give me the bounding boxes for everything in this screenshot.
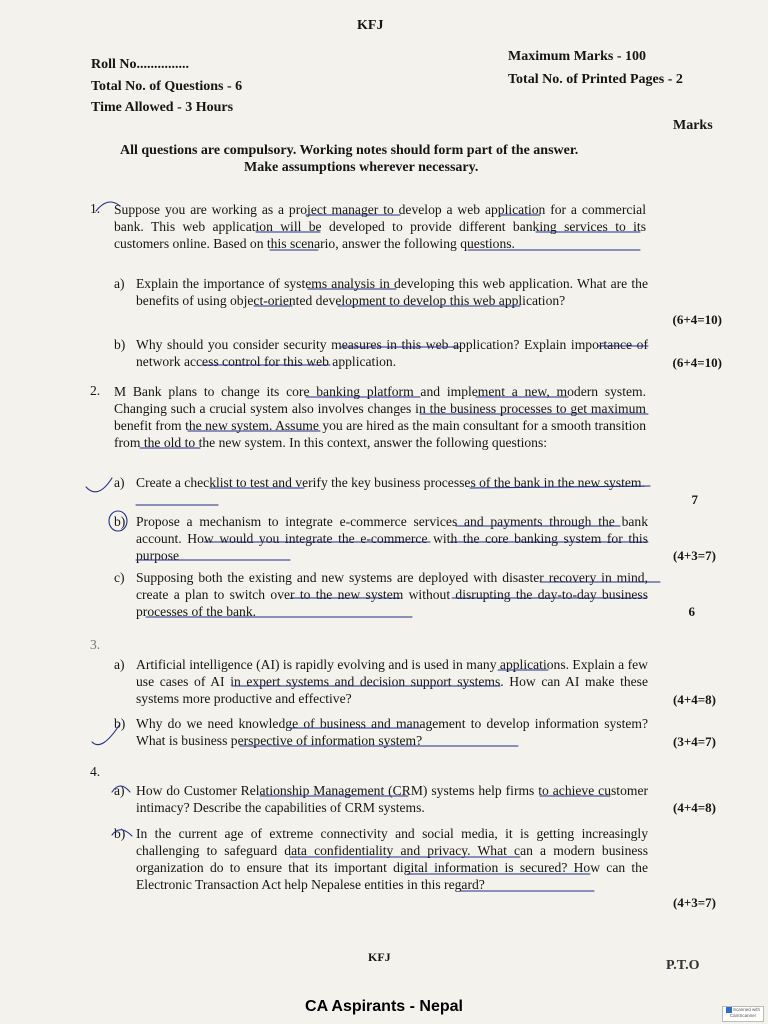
part-marks: (6+4=10) [672, 355, 722, 370]
question-stem: M Bank plans to change its core banking platform and implement a new, modern system. Changing such a crucial system also involves changes in the business processes to get maximum benefit from the new system. Assume you are hired as the main consultant for a smooth transition from the old to the new system. In this context, answer the following questions: [114, 384, 646, 450]
part-marks: 6 [688, 604, 695, 619]
part-label: b) [114, 514, 126, 529]
part-label: b) [114, 337, 126, 352]
marks-column-label: Marks [673, 118, 713, 133]
part-marks: (4+3=7) [673, 895, 716, 910]
part-text: Artificial intelligence (AI) is rapidly evolving and is used in many applications. Explain a few use cases of AI in expert systems and decision support systems. How can AI make these systems more productive and effective? [136, 657, 648, 706]
part-label: b) [114, 716, 126, 731]
pen-tick-mark [86, 478, 112, 492]
part-label: a) [114, 276, 125, 291]
part-text: Propose a mechanism to integrate e-commerce services and payments through the bank account. How would you integrate the e-commerce with the core banking system for this purpose [136, 514, 648, 563]
part-text: How do Customer Relationship Management (CRM) systems help firms to achieve customer intimacy? Describe the capabilities of CRM systems. [136, 783, 648, 815]
printed-pages: Total No. of Printed Pages - 2 [508, 72, 683, 87]
camscanner-logo-icon [726, 1007, 732, 1013]
part-label: c) [114, 570, 125, 585]
question-stem: Suppose you are working as a project manager to develop a web application for a commercial bank. This web application will be developed to provide different banking services to its customers online. Based on this scenario, answer the following questions. [114, 202, 646, 251]
part-marks: 7 [691, 492, 698, 507]
part-label: b) [114, 826, 126, 841]
part-marks: (6+4=10) [672, 312, 722, 327]
scanner-badge [722, 1006, 764, 1022]
paper-code-top: KFJ [357, 18, 384, 33]
instructions-line-2: Make assumptions wherever necessary. [244, 160, 479, 175]
question-number: 2. [90, 383, 101, 398]
part-label: a) [114, 475, 125, 490]
part-marks: (4+3=7) [673, 548, 716, 563]
part-text: Why do we need knowledge of business and management to develop information system? What is business perspective of information system? [136, 716, 648, 748]
part-text: Explain the importance of systems analysis in developing this web application. What are the benefits of using object-oriented development to develop this web application? [136, 276, 648, 308]
part-marks: (4+4=8) [673, 800, 716, 815]
total-questions: Total No. of Questions - 6 [91, 79, 243, 94]
roll-number: Roll No............... [91, 57, 189, 72]
part-text: Why should you consider security measures in this web application? Explain importance of network access control for this web application. [136, 337, 648, 369]
time-allowed: Time Allowed - 3 Hours [91, 100, 234, 115]
part-marks: (4+4=8) [673, 692, 716, 707]
part-label: a) [114, 783, 125, 798]
question-number: 1. [90, 201, 101, 216]
part-label: a) [114, 657, 125, 672]
paper-code-bottom: KFJ [368, 950, 391, 964]
page-turn-indicator: P.T.O [666, 958, 700, 973]
part-text: Supposing both the existing and new systems are deployed with disaster recovery in mind, create a plan to switch over to the new system without disrupting the day-to-day business processes of the bank. [136, 570, 648, 619]
part-marks: (3+4=7) [673, 734, 716, 749]
maximum-marks: Maximum Marks - 100 [508, 49, 647, 64]
watermark-banner: CA Aspirants - Nepal [305, 998, 463, 1015]
part-text: Create a checklist to test and verify the key business processes of the bank in the new system. [136, 475, 645, 490]
scanner-badge-text: Scanned with CamScanner [729, 1007, 761, 1019]
instructions-line-1: All questions are compulsory. Working notes should form part of the answer. [120, 143, 579, 158]
part-text: In the current age of extreme connectivity and social media, it is getting increasingly challenging to safeguard data confidentiality and privacy. What can a modern business organization do to ensure that its important digital information is secured? How can the Electronic Transaction Act help Nepalese entities in this regard? [136, 826, 648, 892]
question-number: 3. [90, 637, 101, 652]
question-number: 4. [90, 764, 101, 779]
